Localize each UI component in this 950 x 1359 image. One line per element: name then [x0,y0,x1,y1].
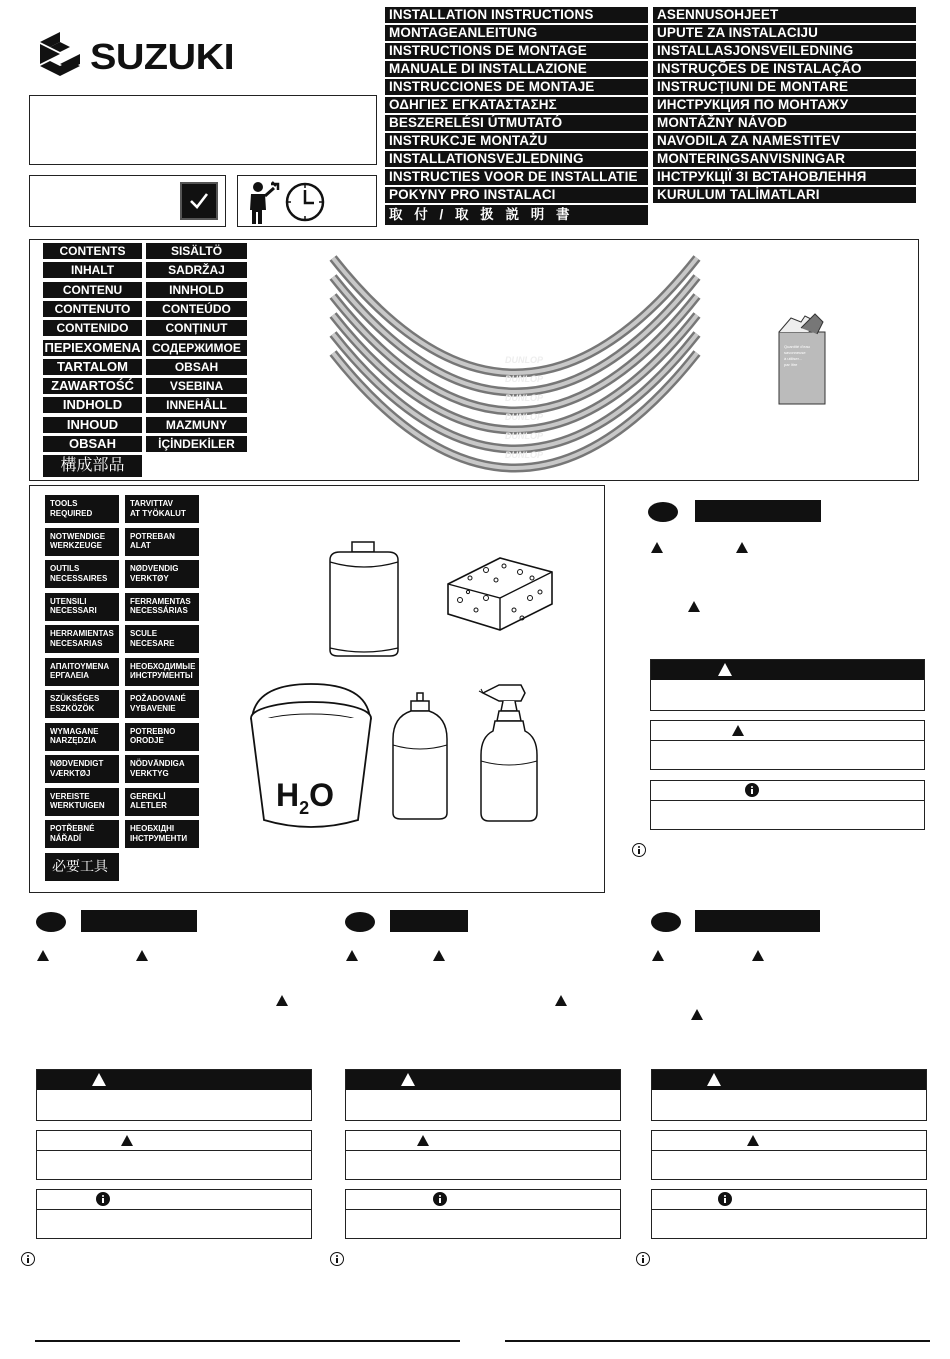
tools-label: VEREISTE WERKTUIGEN [45,788,119,816]
warning-triangle-icon [346,950,358,961]
warning-triangle-icon [136,950,148,961]
mechanic-with-wrench-icon [244,178,284,226]
title-bar: MANUALE DI INSTALLAZIONE [385,61,648,77]
svg-text:savonneuse: savonneuse [784,350,806,355]
contents-label: ZAWARTOŚĆ [43,378,142,394]
title-bar: INSTRUCTIES VOOR DE INSTALLATIE [385,169,648,185]
warning-triangle-icon [752,950,764,961]
tools-label: TARVITTAV AT TYÖKALUT [125,495,199,523]
caution-box [651,1130,927,1180]
caution-box [36,1130,312,1180]
notice-box [36,1189,312,1239]
clock-icon [284,181,326,223]
tools-panel [29,485,605,893]
warning-triangle-icon [651,542,663,553]
contents-label: 構成部品 [43,455,142,477]
contents-panel [29,239,919,481]
tools-label: POTŘEBNÉ NÁŘADÍ [45,820,119,848]
title-bar: UPUTE ZA INSTALACIJU [653,25,916,41]
warning-triangle-icon [276,995,288,1006]
sponge-icon [440,548,560,634]
stripe-brand-text: DUNLOP [505,450,543,460]
notice-info-icon [433,1192,447,1206]
contents-label: INDHOLD [43,397,142,413]
check-box-panel [29,175,226,227]
contents-label: TARTALOM [43,359,142,375]
warning-box [36,1069,312,1121]
title-bar: MONTÁŽNY NÁVOD [653,115,916,131]
tools-label: NOTWENDIGE WERKZEUGE [45,528,119,556]
tools-label: FERRAMENTAS NECESSÁRIAS [125,593,199,621]
contents-label: INNHOLD [146,282,247,298]
contents-label: MAZMUNY [146,417,247,433]
soap-bottle-icon [385,691,455,821]
contents-label: OBSAH [43,436,142,452]
warning-triangle-icon [555,995,567,1006]
tools-label: ΑΠΑΙΤΟΥΜΕΝΑ ΕΡΓΑΛΕΙΑ [45,658,119,686]
contents-label: İÇİNDEKİLER [146,436,247,452]
notice-info-icon [96,1192,110,1206]
suzuki-s-emblem-icon [36,30,84,78]
title-bar: ASENNUSOHJEET [653,7,916,23]
rim-stripes-illustration [325,246,705,476]
footer-rule-right [505,1340,930,1342]
info-icon [330,1252,344,1266]
language-code-badge [648,502,678,522]
tools-label: NÖDVÄNDIGA VERKTYG [125,755,199,783]
warning-triangle-icon [401,1073,415,1086]
spray-bottle-icon [477,679,547,824]
warning-triangle-icon [736,542,748,553]
caution-triangle-icon [732,725,744,736]
tools-label: OUTILS NECESSAIRES [45,560,119,588]
caution-triangle-icon [121,1135,133,1146]
stripe-brand-text: DUNLOP [505,374,543,384]
tools-label: SZÜKSÉGES ESZKÖZÖK [45,690,119,718]
caution-box [345,1130,621,1180]
checkmark-icon [180,182,218,220]
info-icon [636,1252,650,1266]
title-bar: ΟΔΗΓΙΕΣ ΕΓΚΑΤΑΣΤΑΣΗΣ [385,97,648,113]
contents-label: INHOUD [43,417,142,433]
title-bar: 取 付 / 取 扱 説 明 書 [385,205,648,225]
title-bar: ІНСТРУКЦІЇ ЗІ ВСТАНОВЛЕННЯ [653,169,916,185]
application-sachet-icon [775,312,835,412]
notice-info-icon [718,1192,732,1206]
info-icon [632,843,646,857]
tools-label: SCULE NECESARE [125,625,199,653]
tools-label: HERRAMIENTAS NECESARIAS [45,625,119,653]
contents-label: СОДЕРЖИМОЕ [146,340,247,356]
footer-rule-left [35,1340,460,1342]
notice-box [651,1189,927,1239]
tools-label: NØDVENDIG VERKTØY [125,560,199,588]
svg-text:Quantité d'eau: Quantité d'eau [784,344,810,349]
svg-text:à utiliser...: à utiliser... [784,356,803,361]
title-bar: MONTAGEANLEITUNG [385,25,648,41]
tools-label: 必要工具 [45,853,119,881]
part-number-box [29,95,377,165]
contents-label: VSEBINA [146,378,247,394]
contents-label: ΠΕΡΙΕΧΟΜΕΝΑ [44,339,141,355]
section-title-bar [695,500,821,522]
warning-triangle-icon [718,663,732,676]
notice-box [345,1189,621,1239]
warning-triangle-icon [37,950,49,961]
contents-label: CONȚINUT [146,320,247,336]
contents-label: CONTENU [43,282,142,298]
contents-label: CONTENIDO [43,320,142,336]
title-bar: INSTALLATION INSTRUCTIONS [385,7,648,23]
cleaner-can-icon [320,538,410,658]
contents-label: INNEHÅLL [146,397,247,413]
tools-label: NØDVENDIGT VÆRKTØJ [45,755,119,783]
stripe-brand-text: DUNLOP [505,431,543,441]
language-code-badge [345,912,375,932]
tools-label: НЕОБХІДНІ ІНСТРУМЕНТИ [125,820,199,848]
warning-triangle-icon [92,1073,106,1086]
contents-label: INHALT [43,262,142,278]
contents-label: SISÄLTÖ [146,243,247,259]
tools-label: WYMAGANE NARZĘDZIA [45,723,119,751]
language-code-badge [36,912,66,932]
tools-label: TOOLS REQUIRED [45,495,119,523]
caution-box [650,720,925,770]
caution-triangle-icon [747,1135,759,1146]
time-tools-panel [237,175,377,227]
title-bar: INSTRUKCJE MONTAŻU [385,133,648,149]
tools-label: GEREKLİ ALETLER [125,788,199,816]
title-bar: KURULUM TALİMATLARI [653,187,916,203]
tools-label: POTREBAN ALAT [125,528,199,556]
stripe-brand-text: DUNLOP [505,412,543,422]
caution-triangle-icon [417,1135,429,1146]
info-icon [21,1252,35,1266]
title-bar: INSTRUÇÕES DE INSTALAÇÃO [653,61,916,77]
contents-label: CONTENUTO [43,301,142,317]
warning-triangle-icon [433,950,445,961]
notice-info-icon [745,783,759,797]
section-title-bar [81,910,197,932]
stripe-brand-text: DUNLOP [505,355,543,365]
contents-label: OBSAH [146,359,247,375]
warning-box [651,1069,927,1121]
contents-label: CONTEÚDO [146,301,247,317]
suzuki-logo [36,30,271,78]
title-bar: INSTALLASJONSVEILEDNING [653,43,916,59]
tools-label: POŽADOVANÉ VYBAVENIE [125,690,199,718]
warning-triangle-icon [691,1009,703,1020]
language-code-badge [651,912,681,932]
warning-triangle-icon [688,601,700,612]
title-bar: INSTRUCTIONS DE MONTAGE [385,43,648,59]
contents-label: SADRŽAJ [146,262,247,278]
stripe-brand-text: DUNLOP [505,393,543,403]
warning-box [650,659,925,711]
warning-box [345,1069,621,1121]
contents-label: CONTENTS [43,243,142,259]
title-bar: NAVODILA ZA NAMESTITEV [653,133,916,149]
warning-triangle-icon [707,1073,721,1086]
title-bar: ИНСТРУКЦИЯ ПО МОНТАЖУ [653,97,916,113]
title-bar: INSTALLATIONSVEJLEDNING [385,151,648,167]
water-bucket-icon [246,678,376,838]
svg-text:par litre: par litre [784,362,798,367]
title-bar: MONTERINGSANVISNINGAR [653,151,916,167]
tools-label: НЕОБХОДИМЫЕ ИНСТРУМЕНТЫ [125,658,199,686]
brand-name: SUZUKI [90,36,235,77]
water-label: $H_2O$ [276,777,335,818]
title-bar: POKYNY PRO INSTALACI [385,187,648,203]
warning-triangle-icon [652,950,664,961]
title-bar: BESZERELÉSI ÚTMUTATÓ [385,115,648,131]
tools-label: POTREBNO ORODJE [125,723,199,751]
notice-box [650,780,925,830]
title-bar: INSTRUCCIONES DE MONTAJE [385,79,648,95]
section-title-bar [695,910,820,932]
title-bar: INSTRUCȚIUNI DE MONTARE [653,79,916,95]
section-title-bar [390,910,468,932]
tools-label: UTENSILI NECESSARI [45,593,119,621]
